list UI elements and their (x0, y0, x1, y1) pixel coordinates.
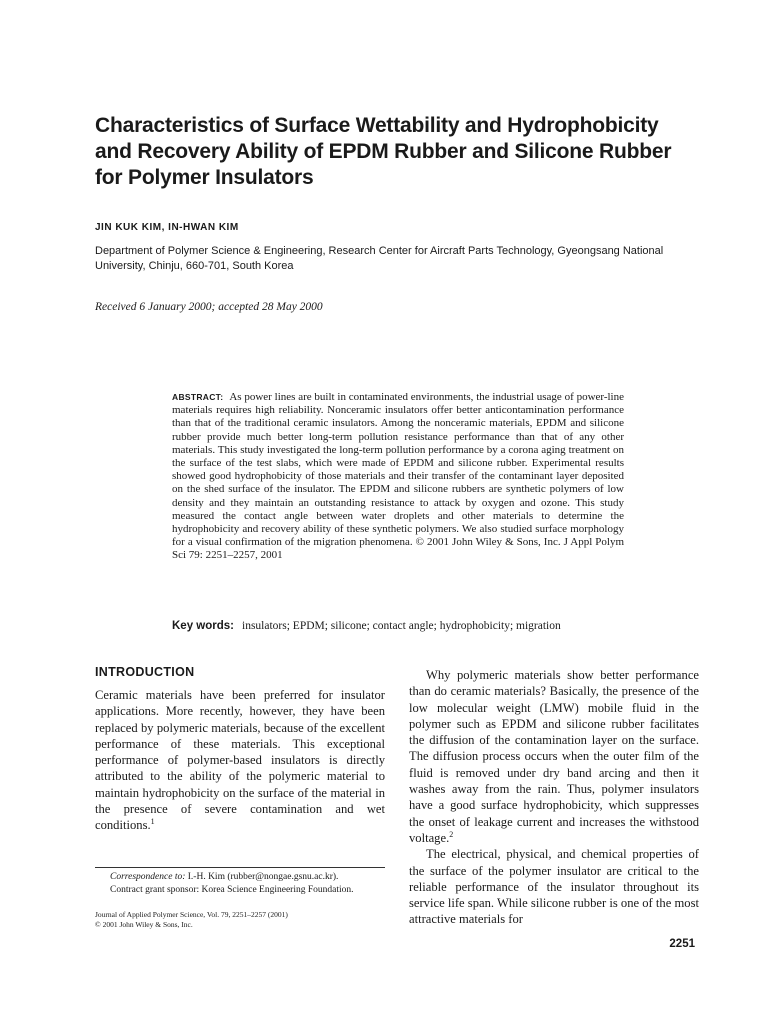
received-dates: Received 6 January 2000; accepted 28 May 2000 (95, 301, 323, 313)
abstract-label: ABSTRACT: (172, 392, 224, 402)
copyright: © 2001 John Wiley & Sons, Inc. (95, 919, 193, 929)
reference-1[interactable]: 1 (150, 817, 155, 827)
intro-paragraph-1-text: Ceramic materials have been preferred for insulator applications. More recently, however, they have been replaced by polymeric materials, because of the excellent performance of these materials. This exceptional performance of polymer-based insulators is directly attributed to the ability of the polymeric material to maintain hydrophobicity on the surface of the material in the presence of severe contamination and wet conditions. (95, 688, 385, 833)
title-line-2: and Recovery Ability of EPDM Rubber and Silicone Rubber (95, 140, 672, 163)
abstract-text: As power lines are built in contaminated environments, the industrial usage of power-line materials requires high reliability. Nonceramic insulators offer better anticontamination performance than that of the traditional ceramic insulators. Among the nonceramic materials, EPDM and silicone rubber provide much better long-term pollution resistance performance than that of any other materials. This study investigated the long-term pollution performance by a corona aging treatment on the surface of the test slabs, which were made of EPDM and silicone rubber. Experimental results showed good hydrophobicity of those materials and their transfer of the contaminant layer deposited on the shed surface of the insulator. The EPDM and silicone rubbers are synthetic polymers of low density and they maintain an outstanding resistance to attack by oxygen and ozone. This study measured the contact angle between water droplets and other materials to determine the hydrophobicity and recovery ability of these synthetic polymers. We also studied surface morphology for a visual confirmation of the migration phenomena. © 2001 John Wiley & Sons, Inc. J Appl Polym Sci 79: 2251–2257, 2001 (172, 391, 624, 562)
section-heading-introduction: INTRODUCTION (95, 665, 195, 679)
keywords-text: insulators; EPDM; silicone; contact angle; hydrophobicity; migration (242, 620, 561, 632)
affiliation-line-1: Department of Polymer Science & Engineering, Research Center for Aircraft Parts Technology, Gyeongsang National (95, 245, 664, 257)
intro-paragraph-1 (95, 687, 385, 834)
footnote-divider (95, 867, 385, 868)
right-paragraph-1-text: Why polymeric materials show better performance than do ceramic materials? Basically, the presence of the low molecular weight (LMW) mobile fluid in the polymer such as EPDM and silicone rubber facilitates the diffusion of the contamination layer on the surface. The diffusion process occurs when the outer film of the fluid is removed under dry band arcing and then it washes away from the rain. Thus, polymer insulators have a good surface hydrophobicity, which suppresses the onset of leakage current and increases the withstood voltage. (409, 668, 699, 845)
affiliation (95, 244, 685, 274)
affiliation-line-2: University, Chinju, 660-701, South Korea (95, 260, 294, 272)
paper-title (95, 113, 715, 191)
footnote (95, 871, 385, 896)
title-line-1: Characteristics of Surface Wettability and Hydrophobicity (95, 114, 659, 137)
correspondence (95, 871, 385, 884)
right-column (409, 667, 699, 928)
journal-citation: Journal of Applied Polymer Science, Vol. 79, 2251–2257 (2001) (95, 910, 288, 919)
left-column (95, 687, 385, 834)
keywords (172, 620, 561, 632)
correspondence-text: I.-H. Kim (rubber@nongae.gsnu.ac.kr). (187, 872, 339, 882)
keywords-label: Key words: (172, 620, 234, 632)
grant-sponsor: Contract grant sponsor: Korea Science Engineering Foundation. (110, 884, 354, 895)
reference-2[interactable]: 2 (449, 829, 454, 839)
correspondence-label: Correspondence to: (110, 872, 186, 882)
right-paragraph-2: The electrical, physical, and chemical properties of the surface of the polymer insulator are critical to the reliable performance of the insulator throughout its service life span. While silicone rubber is one of the most attractive materials for (409, 847, 699, 927)
right-paragraph-1 (409, 667, 699, 846)
authors: JIN KUK KIM, IN-HWAN KIM (95, 222, 239, 233)
title-line-3: for Polymer Insulators (95, 166, 314, 189)
abstract (172, 391, 624, 563)
page-number: 2251 (669, 938, 695, 950)
journal-info (95, 910, 385, 929)
